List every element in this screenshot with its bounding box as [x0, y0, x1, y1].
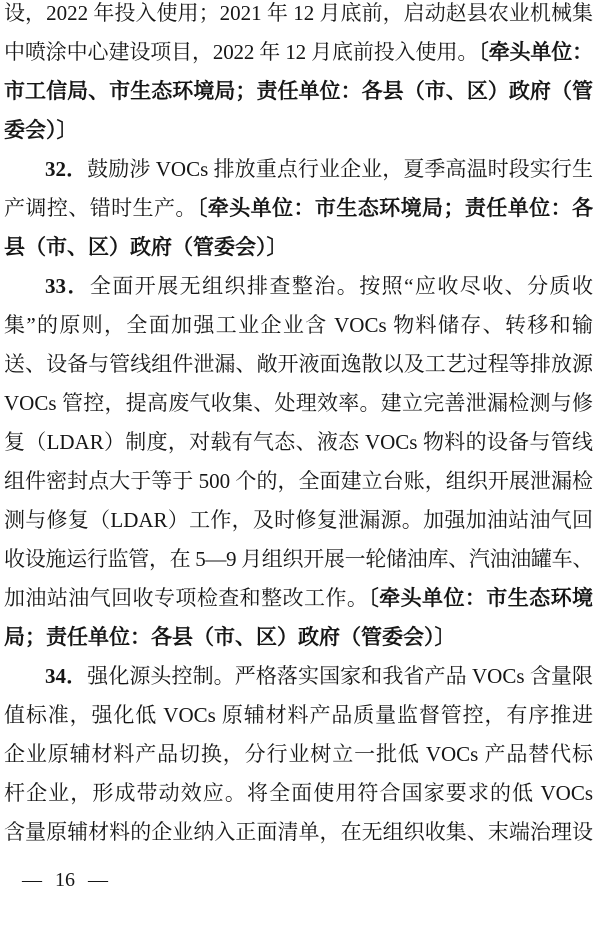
- text-line: [4, 33, 593, 72]
- body-text: 全面开展无组织排查整治。按照“应收尽收、分质收: [89, 274, 593, 298]
- paragraph-item-34: [4, 657, 593, 852]
- text-line: [4, 267, 593, 306]
- body-text: 含量原辅材料的企业纳入正面清单，在无组织收集、末端治理设: [4, 820, 593, 844]
- text-line: [4, 228, 593, 267]
- text-line: [4, 111, 593, 150]
- responsibility-note: 〔牵头单位：市生态环境局；责任单位：各: [196, 196, 593, 220]
- paragraph-continued: [4, 0, 593, 150]
- text-line: [4, 774, 593, 813]
- body-text: 组件密封点大于等于 500 个的，全面建立台账，组织开展泄漏检: [4, 469, 593, 493]
- item-number: 34．: [45, 664, 88, 688]
- text-line: [4, 540, 593, 579]
- text-line: [4, 657, 593, 696]
- text-line: [4, 189, 593, 228]
- body-text: VOCs 管控，提高废气收集、处理效率。建立完善泄漏检测与修: [4, 391, 593, 415]
- text-line: [4, 72, 593, 111]
- text-line: [4, 813, 593, 852]
- paragraph-item-32: [4, 150, 593, 267]
- body-text: 加油站油气回收专项检查和整改工作。: [4, 586, 369, 610]
- body-text: 设，2022 年投入使用；2021 年 12 月底前，启动赵县农业机械集: [4, 1, 593, 25]
- body-text: 中喷涂中心建设项目，2022 年 12 月底前投入使用。: [4, 40, 479, 64]
- text-line: [4, 306, 593, 345]
- responsibility-note: 局；责任单位：各县（市、区）政府（管委会）〕: [4, 625, 456, 649]
- responsibility-note: 〔牵头单位：市生态环境: [368, 586, 593, 610]
- paragraph-item-33: [4, 267, 593, 657]
- text-line: [4, 423, 593, 462]
- page-number: — 16 —: [22, 869, 108, 891]
- text-line: [4, 579, 593, 618]
- document-body: [4, 0, 593, 852]
- text-line: [4, 618, 593, 657]
- body-text: 杆企业，形成带动效应。将全面使用符合国家要求的低 VOCs: [4, 781, 593, 805]
- body-text: 强化源头控制。严格落实国家和我省产品 VOCs 含量限: [87, 664, 593, 688]
- responsibility-note: 县（市、区）政府（管委会）〕: [4, 235, 288, 259]
- item-number: 32．: [45, 157, 88, 181]
- responsibility-note: 〔牵头单位：: [478, 40, 593, 64]
- text-line: [4, 462, 593, 501]
- text-line: [4, 0, 593, 33]
- body-text: 集”的原则，全面加强工业企业含 VOCs 物料储存、转移和输: [4, 313, 593, 337]
- responsibility-note: 委会）〕: [4, 118, 78, 142]
- text-line: [4, 501, 593, 540]
- body-text: 产调控、错时生产。: [4, 196, 197, 220]
- text-line: [4, 345, 593, 384]
- text-line: [4, 735, 593, 774]
- body-text: 值标准，强化低 VOCs 原辅材料产品质量监督管控，有序推进: [4, 703, 593, 727]
- text-line: [4, 150, 593, 189]
- body-text: 复（LDAR）制度，对载有气态、液态 VOCs 物料的设备与管线: [4, 430, 593, 454]
- text-line: [4, 384, 593, 423]
- text-line: [4, 696, 593, 735]
- body-text: 企业原辅材料产品切换，分行业树立一批低 VOCs 产品替代标: [4, 742, 593, 766]
- item-number: 33．: [45, 274, 90, 298]
- body-text: 收设施运行监管，在 5—9 月组织开展一轮储油库、汽油油罐车、: [4, 547, 593, 571]
- body-text: 测与修复（LDAR）工作，及时修复泄漏源。加强加油站油气回: [4, 508, 593, 532]
- body-text: 送、设备与管线组件泄漏、敞开液面逸散以及工艺过程等排放源: [4, 352, 593, 376]
- body-text: 鼓励涉 VOCs 排放重点行业企业，夏季高温时段实行生: [87, 157, 593, 181]
- responsibility-note: 市工信局、市生态环境局；责任单位：各县（市、区）政府（管: [4, 79, 593, 103]
